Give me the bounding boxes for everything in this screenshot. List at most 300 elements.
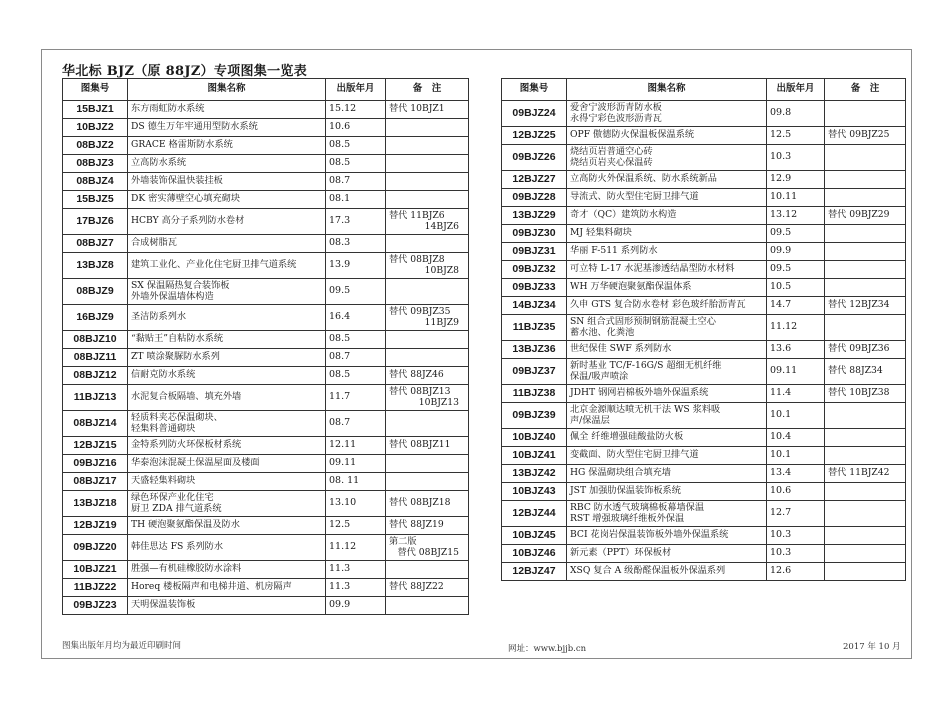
atlas-name-line: 外墙外保温墙体构造: [131, 290, 214, 302]
atlas-name-line: 蓄水池、化粪池: [570, 326, 635, 338]
table-row: [63, 253, 469, 279]
table-row: [502, 207, 906, 225]
atlas-name-line: RBC 防水透气玻璃棉板幕墙保温: [570, 501, 705, 513]
header-name: 图集名称: [567, 79, 767, 101]
atlas-code: 14BJZ34: [502, 297, 567, 315]
atlas-code: 10BJZ21: [63, 561, 128, 579]
atlas-code: 12BJZ47: [502, 563, 567, 581]
atlas-name: [128, 305, 326, 331]
atlas-code: 08BJZ11: [63, 349, 128, 367]
remark-line: 替代 10BJZ38: [828, 387, 890, 399]
remark: [386, 279, 469, 305]
atlas-code: 08BJZ4: [63, 173, 128, 191]
atlas-name-line: HCBY 高分子系列防水卷材: [131, 215, 245, 227]
atlas-name: [128, 473, 326, 491]
table-row: [63, 279, 469, 305]
table-row: [63, 119, 469, 137]
publish-month: 13.6: [767, 341, 825, 359]
remark-line: 替代 88JZ22: [389, 581, 444, 593]
table-row: [63, 455, 469, 473]
publish-month: 12.9: [767, 171, 825, 189]
atlas-code: 10BJZ46: [502, 545, 567, 563]
table-row: [63, 155, 469, 173]
atlas-name: [128, 411, 326, 437]
table-row: [502, 429, 906, 447]
remark: [386, 455, 469, 473]
atlas-name: [567, 447, 767, 465]
remark: [825, 315, 906, 341]
atlas-name-line: HG 保温砌块组合填充墙: [570, 467, 671, 479]
atlas-name-line: MJ 轻集料砌块: [570, 227, 632, 239]
remark-line: 替代 10BJZ1: [389, 103, 445, 115]
catalog-body-right: [502, 101, 906, 581]
remark-line: 替代 88JZ34: [828, 365, 883, 377]
atlas-code: 09BJZ16: [63, 455, 128, 473]
remark: [386, 349, 469, 367]
atlas-code: 15BJZ1: [63, 101, 128, 119]
atlas-code: 09BJZ26: [502, 145, 567, 171]
remark: [386, 235, 469, 253]
atlas-name-line: WH 万华硬泡聚氨酯保温体系: [570, 281, 692, 293]
publish-month: 11.3: [326, 579, 386, 597]
table-row: [63, 597, 469, 615]
publish-month: 08.7: [326, 411, 386, 437]
table-row: [63, 235, 469, 253]
atlas-name-line: SN 组合式固形预制钢筋混凝土空心: [570, 315, 716, 327]
publish-month: 12.7: [767, 501, 825, 527]
atlas-name: [128, 367, 326, 385]
atlas-name-line: RST 增强玻璃纤维板外保温: [570, 512, 685, 524]
atlas-name: [567, 563, 767, 581]
atlas-name-line: 外墙装饰保温快装挂板: [131, 175, 223, 187]
remark-line: 替代 08BJZ15: [397, 546, 459, 558]
table-row: [502, 341, 906, 359]
publish-month: 10.11: [767, 189, 825, 207]
remark: [386, 155, 469, 173]
atlas-name-line: 水泥复合板隔墙、填充外墙: [131, 391, 242, 403]
remark-line: 第二版: [389, 535, 417, 547]
table-row: [63, 473, 469, 491]
atlas-name-line: OPF 傲德防火保温板保温系统: [570, 129, 695, 141]
remark: [825, 447, 906, 465]
atlas-code: 11BJZ13: [63, 385, 128, 411]
table-row: [63, 491, 469, 517]
atlas-name: [128, 235, 326, 253]
table-row: [63, 173, 469, 191]
publish-month: 14.7: [767, 297, 825, 315]
atlas-code: 13BJZ18: [63, 491, 128, 517]
atlas-code: 11BJZ38: [502, 385, 567, 403]
atlas-code: 10BJZ2: [63, 119, 128, 137]
remark-line: 11BJZ9: [424, 316, 459, 328]
publish-month: 11.12: [326, 535, 386, 561]
atlas-name: [128, 517, 326, 535]
publish-month: 11.3: [326, 561, 386, 579]
remark: [386, 437, 469, 455]
atlas-code: 08BJZ17: [63, 473, 128, 491]
atlas-name-line: 立高防火外保温系统、防水系统新品: [570, 173, 717, 185]
atlas-name-line: 可立特 L-17 水泥基渗透结晶型防水材料: [570, 263, 735, 275]
table-row: [502, 189, 906, 207]
remark-line: 替代 09BJZ36: [828, 343, 890, 355]
atlas-code: 09BJZ32: [502, 261, 567, 279]
table-row: [502, 465, 906, 483]
atlas-code: 09BJZ39: [502, 403, 567, 429]
remark: [825, 545, 906, 563]
atlas-name-line: TH 硬泡聚氨酯保温及防水: [131, 519, 240, 531]
remark: [825, 279, 906, 297]
atlas-name-line: 烧结页岩普通空心砖: [570, 145, 653, 157]
atlas-name: [128, 191, 326, 209]
remark: [825, 225, 906, 243]
remark-line: 替代 12BJZ34: [828, 299, 890, 311]
publish-month: 13.12: [767, 207, 825, 225]
publish-month: 15.12: [326, 101, 386, 119]
header-code: 图集号: [63, 79, 128, 101]
atlas-name: [567, 261, 767, 279]
table-row: [63, 385, 469, 411]
atlas-name-line: 东方雨虹防水系统: [131, 103, 205, 115]
atlas-name: [128, 101, 326, 119]
remark: [386, 535, 469, 561]
header-date: 出版年月: [326, 79, 386, 101]
remark-line: 替代 08BJZ13: [389, 385, 451, 397]
atlas-name-line: XSQ 复合 A 级酚醛保温板外保温系列: [570, 565, 726, 577]
table-row: [502, 243, 906, 261]
atlas-name: [128, 155, 326, 173]
publish-month: 08.3: [326, 235, 386, 253]
atlas-name-line: SX 保温隔热复合装饰板: [131, 279, 230, 291]
atlas-name: [128, 331, 326, 349]
atlas-name-line: 绿色环保产业化住宅: [131, 491, 214, 503]
remark: [386, 305, 469, 331]
atlas-code: 15BJZ5: [63, 191, 128, 209]
atlas-code: 09BJZ30: [502, 225, 567, 243]
remark: [386, 209, 469, 235]
remark: [825, 563, 906, 581]
remark-line: 替代 11BJZ42: [828, 467, 890, 479]
atlas-name: [567, 145, 767, 171]
atlas-name-line: 新时基业 TC/F-16G/S 超细无机纤维: [570, 359, 722, 371]
table-row: [63, 367, 469, 385]
atlas-name-line: ZT 喷涂聚脲防水系列: [131, 351, 220, 363]
table-row: [502, 563, 906, 581]
atlas-name: [567, 101, 767, 127]
atlas-code: 08BJZ9: [63, 279, 128, 305]
publish-month: 12.5: [326, 517, 386, 535]
publish-month: 09.9: [326, 597, 386, 615]
table-row: [502, 403, 906, 429]
publish-month: 10.5: [767, 279, 825, 297]
publish-month: 08. 11: [326, 473, 386, 491]
atlas-code: 13BJZ29: [502, 207, 567, 225]
remark-line: 替代 88JZ19: [389, 519, 444, 531]
atlas-name: [567, 465, 767, 483]
table-row: [502, 127, 906, 145]
remark: [825, 171, 906, 189]
atlas-name-line: 声/保温层: [570, 414, 610, 426]
atlas-name-line: 奇才（QC）建筑防水构造: [570, 209, 677, 221]
atlas-name-line: 世纪保佳 SWF 系列防水: [570, 343, 672, 355]
atlas-name: [128, 137, 326, 155]
website-link[interactable]: 网址：www.bjjb.cn: [508, 644, 587, 654]
remark: [386, 579, 469, 597]
publish-month: 10.1: [767, 447, 825, 465]
atlas-name-line: 天明保温装饰板: [131, 599, 196, 611]
atlas-name-line: 胜强—有机硅橡胶防水涂料: [131, 563, 242, 575]
publish-month: 13.4: [767, 465, 825, 483]
remark-line: 替代 09BJZ25: [828, 129, 890, 141]
catalog-body-left: [63, 101, 469, 615]
remark: [825, 385, 906, 403]
publish-month: 09.11: [767, 359, 825, 385]
remark: [825, 341, 906, 359]
atlas-code: 10BJZ40: [502, 429, 567, 447]
publish-month: 09.11: [326, 455, 386, 473]
atlas-name-line: JDHT 钢网岩棉板外墙外保温系统: [570, 387, 709, 399]
table-row: [502, 261, 906, 279]
table-row: [63, 209, 469, 235]
atlas-name: [128, 173, 326, 191]
remark: [825, 359, 906, 385]
remark: [386, 517, 469, 535]
remark: [386, 331, 469, 349]
table-row: [502, 297, 906, 315]
atlas-name: [567, 483, 767, 501]
remark: [386, 173, 469, 191]
atlas-code: 08BJZ7: [63, 235, 128, 253]
publish-month: 08.5: [326, 331, 386, 349]
remark-line: 替代 08BJZ11: [389, 439, 451, 451]
table-row: [502, 501, 906, 527]
remark: [386, 367, 469, 385]
remark: [825, 483, 906, 501]
atlas-name: [567, 359, 767, 385]
atlas-name-line: 华泰泡沫混凝土保温屋面及楼面: [131, 457, 260, 469]
atlas-name-line: 佩全 纤维增强硅酸盐防火板: [570, 431, 684, 443]
remark: [825, 527, 906, 545]
atlas-name: [128, 279, 326, 305]
remark: [386, 385, 469, 411]
publish-month: 13.10: [326, 491, 386, 517]
remark: [825, 297, 906, 315]
atlas-name: [128, 119, 326, 137]
publish-month: 08.7: [326, 173, 386, 191]
remark: [825, 189, 906, 207]
atlas-name-line: 轻质料夹芯保温砌块、: [131, 411, 223, 423]
publish-month: 09.5: [767, 261, 825, 279]
header-remark: 备 注: [825, 79, 906, 101]
atlas-code: 10BJZ45: [502, 527, 567, 545]
publish-month: 09.5: [767, 225, 825, 243]
atlas-name-line: 导流式、防火型住宅厨卫排气道: [570, 191, 699, 203]
atlas-code: 11BJZ22: [63, 579, 128, 597]
atlas-name: [567, 127, 767, 145]
table-row: [63, 305, 469, 331]
atlas-name-line: 烧结页岩夹心保温砖: [570, 156, 653, 168]
atlas-code: 09BJZ24: [502, 101, 567, 127]
atlas-code: 09BJZ23: [63, 597, 128, 615]
atlas-code: 08BJZ2: [63, 137, 128, 155]
atlas-name: [567, 225, 767, 243]
atlas-code: 12BJZ19: [63, 517, 128, 535]
remark: [825, 403, 906, 429]
publish-month: 12.5: [767, 127, 825, 145]
atlas-name-line: 保温/吸声喷涂: [570, 370, 629, 382]
table-row: [502, 171, 906, 189]
publish-month: 13.9: [326, 253, 386, 279]
table-row: [63, 101, 469, 119]
atlas-name-line: 信耐克防水系统: [131, 369, 196, 381]
atlas-name: [128, 455, 326, 473]
atlas-code: 12BJZ15: [63, 437, 128, 455]
remark: [825, 207, 906, 225]
atlas-name: [567, 315, 767, 341]
table-row: [502, 315, 906, 341]
publish-month: 10.3: [767, 545, 825, 563]
remark: [386, 473, 469, 491]
atlas-code: 09BJZ20: [63, 535, 128, 561]
table-row: [502, 101, 906, 127]
publish-month: 08.5: [326, 367, 386, 385]
atlas-code: 12BJZ25: [502, 127, 567, 145]
atlas-name-line: 立高防水系统: [131, 157, 187, 169]
publish-month: 17.3: [326, 209, 386, 235]
atlas-name-line: 永得宁彩色波形沥青瓦: [570, 112, 662, 124]
atlas-name-line: 天盛轻集料砌块: [131, 475, 196, 487]
publish-month: 08.5: [326, 137, 386, 155]
remark-line: 替代 08BJZ18: [389, 497, 451, 509]
table-row: [63, 349, 469, 367]
table-row: [502, 527, 906, 545]
atlas-name-line: 新元素（PPT）环保板材: [570, 547, 672, 559]
atlas-name-line: DK 密实薄壁空心填充砌块: [131, 193, 241, 205]
atlas-code: 10BJZ43: [502, 483, 567, 501]
atlas-name: [567, 527, 767, 545]
remark-line: 10BJZ8: [424, 264, 459, 276]
header-remark: 备 注: [386, 79, 469, 101]
table-row: [502, 359, 906, 385]
atlas-name: [567, 545, 767, 563]
header-code: 图集号: [502, 79, 567, 101]
header-date: 出版年月: [767, 79, 825, 101]
remark: [825, 429, 906, 447]
atlas-name-line: 爱舍宁波形沥青防水板: [570, 101, 662, 113]
atlas-code: 16BJZ9: [63, 305, 128, 331]
atlas-name: [567, 243, 767, 261]
remark: [825, 243, 906, 261]
atlas-name: [567, 403, 767, 429]
atlas-code: 13BJZ36: [502, 341, 567, 359]
atlas-name-line: GRACE 格雷斯防水系统: [131, 139, 233, 151]
remark: [386, 101, 469, 119]
atlas-code: 13BJZ42: [502, 465, 567, 483]
remark: [825, 127, 906, 145]
publish-month: 09.5: [326, 279, 386, 305]
atlas-name-line: 金特系列防火环保板材系统: [131, 439, 242, 451]
catalog-table-left: [62, 78, 469, 615]
atlas-name: [567, 279, 767, 297]
table-row: [63, 411, 469, 437]
remark-line: 替代 09BJZ29: [828, 209, 890, 221]
header-name: 图集名称: [128, 79, 326, 101]
page-title: 华北标 BJZ（原 88JZ）专项图集一览表: [62, 64, 308, 79]
remark-line: 10BJZ13: [418, 396, 459, 408]
table-row: [63, 331, 469, 349]
remark: [386, 561, 469, 579]
publish-month: 10.6: [326, 119, 386, 137]
table-row: [502, 279, 906, 297]
atlas-name-line: Horeq 楼板隔声和电梯井道、机房隔声: [131, 581, 292, 593]
atlas-name-line: “黏贴王”自粘防水系统: [131, 333, 224, 345]
atlas-code: 12BJZ44: [502, 501, 567, 527]
publish-month: 08.1: [326, 191, 386, 209]
atlas-name-line: 轻集料普通砌块: [131, 422, 196, 434]
atlas-name: [128, 385, 326, 411]
publish-month: 08.5: [326, 155, 386, 173]
atlas-name: [128, 437, 326, 455]
remark: [386, 411, 469, 437]
atlas-code: 09BJZ33: [502, 279, 567, 297]
footnote: 图集出版年月均为最近印刷时间: [62, 641, 182, 651]
remark: [386, 253, 469, 279]
atlas-name: [128, 253, 326, 279]
publish-month: 11.7: [326, 385, 386, 411]
remark: [825, 261, 906, 279]
atlas-name: [128, 491, 326, 517]
remark: [825, 101, 906, 127]
publish-month: 12.6: [767, 563, 825, 581]
remark-line: 替代 88JZ46: [389, 369, 444, 381]
atlas-code: 13BJZ8: [63, 253, 128, 279]
publish-month: 11.4: [767, 385, 825, 403]
atlas-code: 10BJZ41: [502, 447, 567, 465]
atlas-code: 11BJZ35: [502, 315, 567, 341]
atlas-name-line: JST 加强肋保温装饰板系统: [570, 485, 681, 497]
publish-month: 11.12: [767, 315, 825, 341]
atlas-name: [128, 535, 326, 561]
publish-month: 10.4: [767, 429, 825, 447]
remark: [386, 597, 469, 615]
atlas-name: [567, 385, 767, 403]
atlas-code: 08BJZ3: [63, 155, 128, 173]
atlas-name-line: BCI 花岗岩保温装饰板外墙外保温系统: [570, 529, 729, 541]
remark: [825, 145, 906, 171]
table-row: [63, 535, 469, 561]
table-row: [502, 483, 906, 501]
table-row: [63, 579, 469, 597]
remark-line: 替代 08BJZ8: [389, 253, 445, 265]
atlas-name: [567, 341, 767, 359]
table-row: [502, 545, 906, 563]
table-row: [502, 385, 906, 403]
remark: [386, 137, 469, 155]
atlas-name: [128, 209, 326, 235]
publish-month: 08.7: [326, 349, 386, 367]
publish-date: 2017 年 10 月: [843, 642, 901, 652]
publish-month: 09.9: [767, 243, 825, 261]
atlas-name-line: 合成树脂瓦: [131, 237, 177, 249]
remark: [386, 191, 469, 209]
remark: [386, 491, 469, 517]
atlas-code: 09BJZ28: [502, 189, 567, 207]
table-row: [63, 137, 469, 155]
table-row: [63, 561, 469, 579]
atlas-code: 08BJZ10: [63, 331, 128, 349]
remark-line: 14BJZ6: [424, 220, 459, 232]
table-row: [63, 517, 469, 535]
remark: [825, 501, 906, 527]
